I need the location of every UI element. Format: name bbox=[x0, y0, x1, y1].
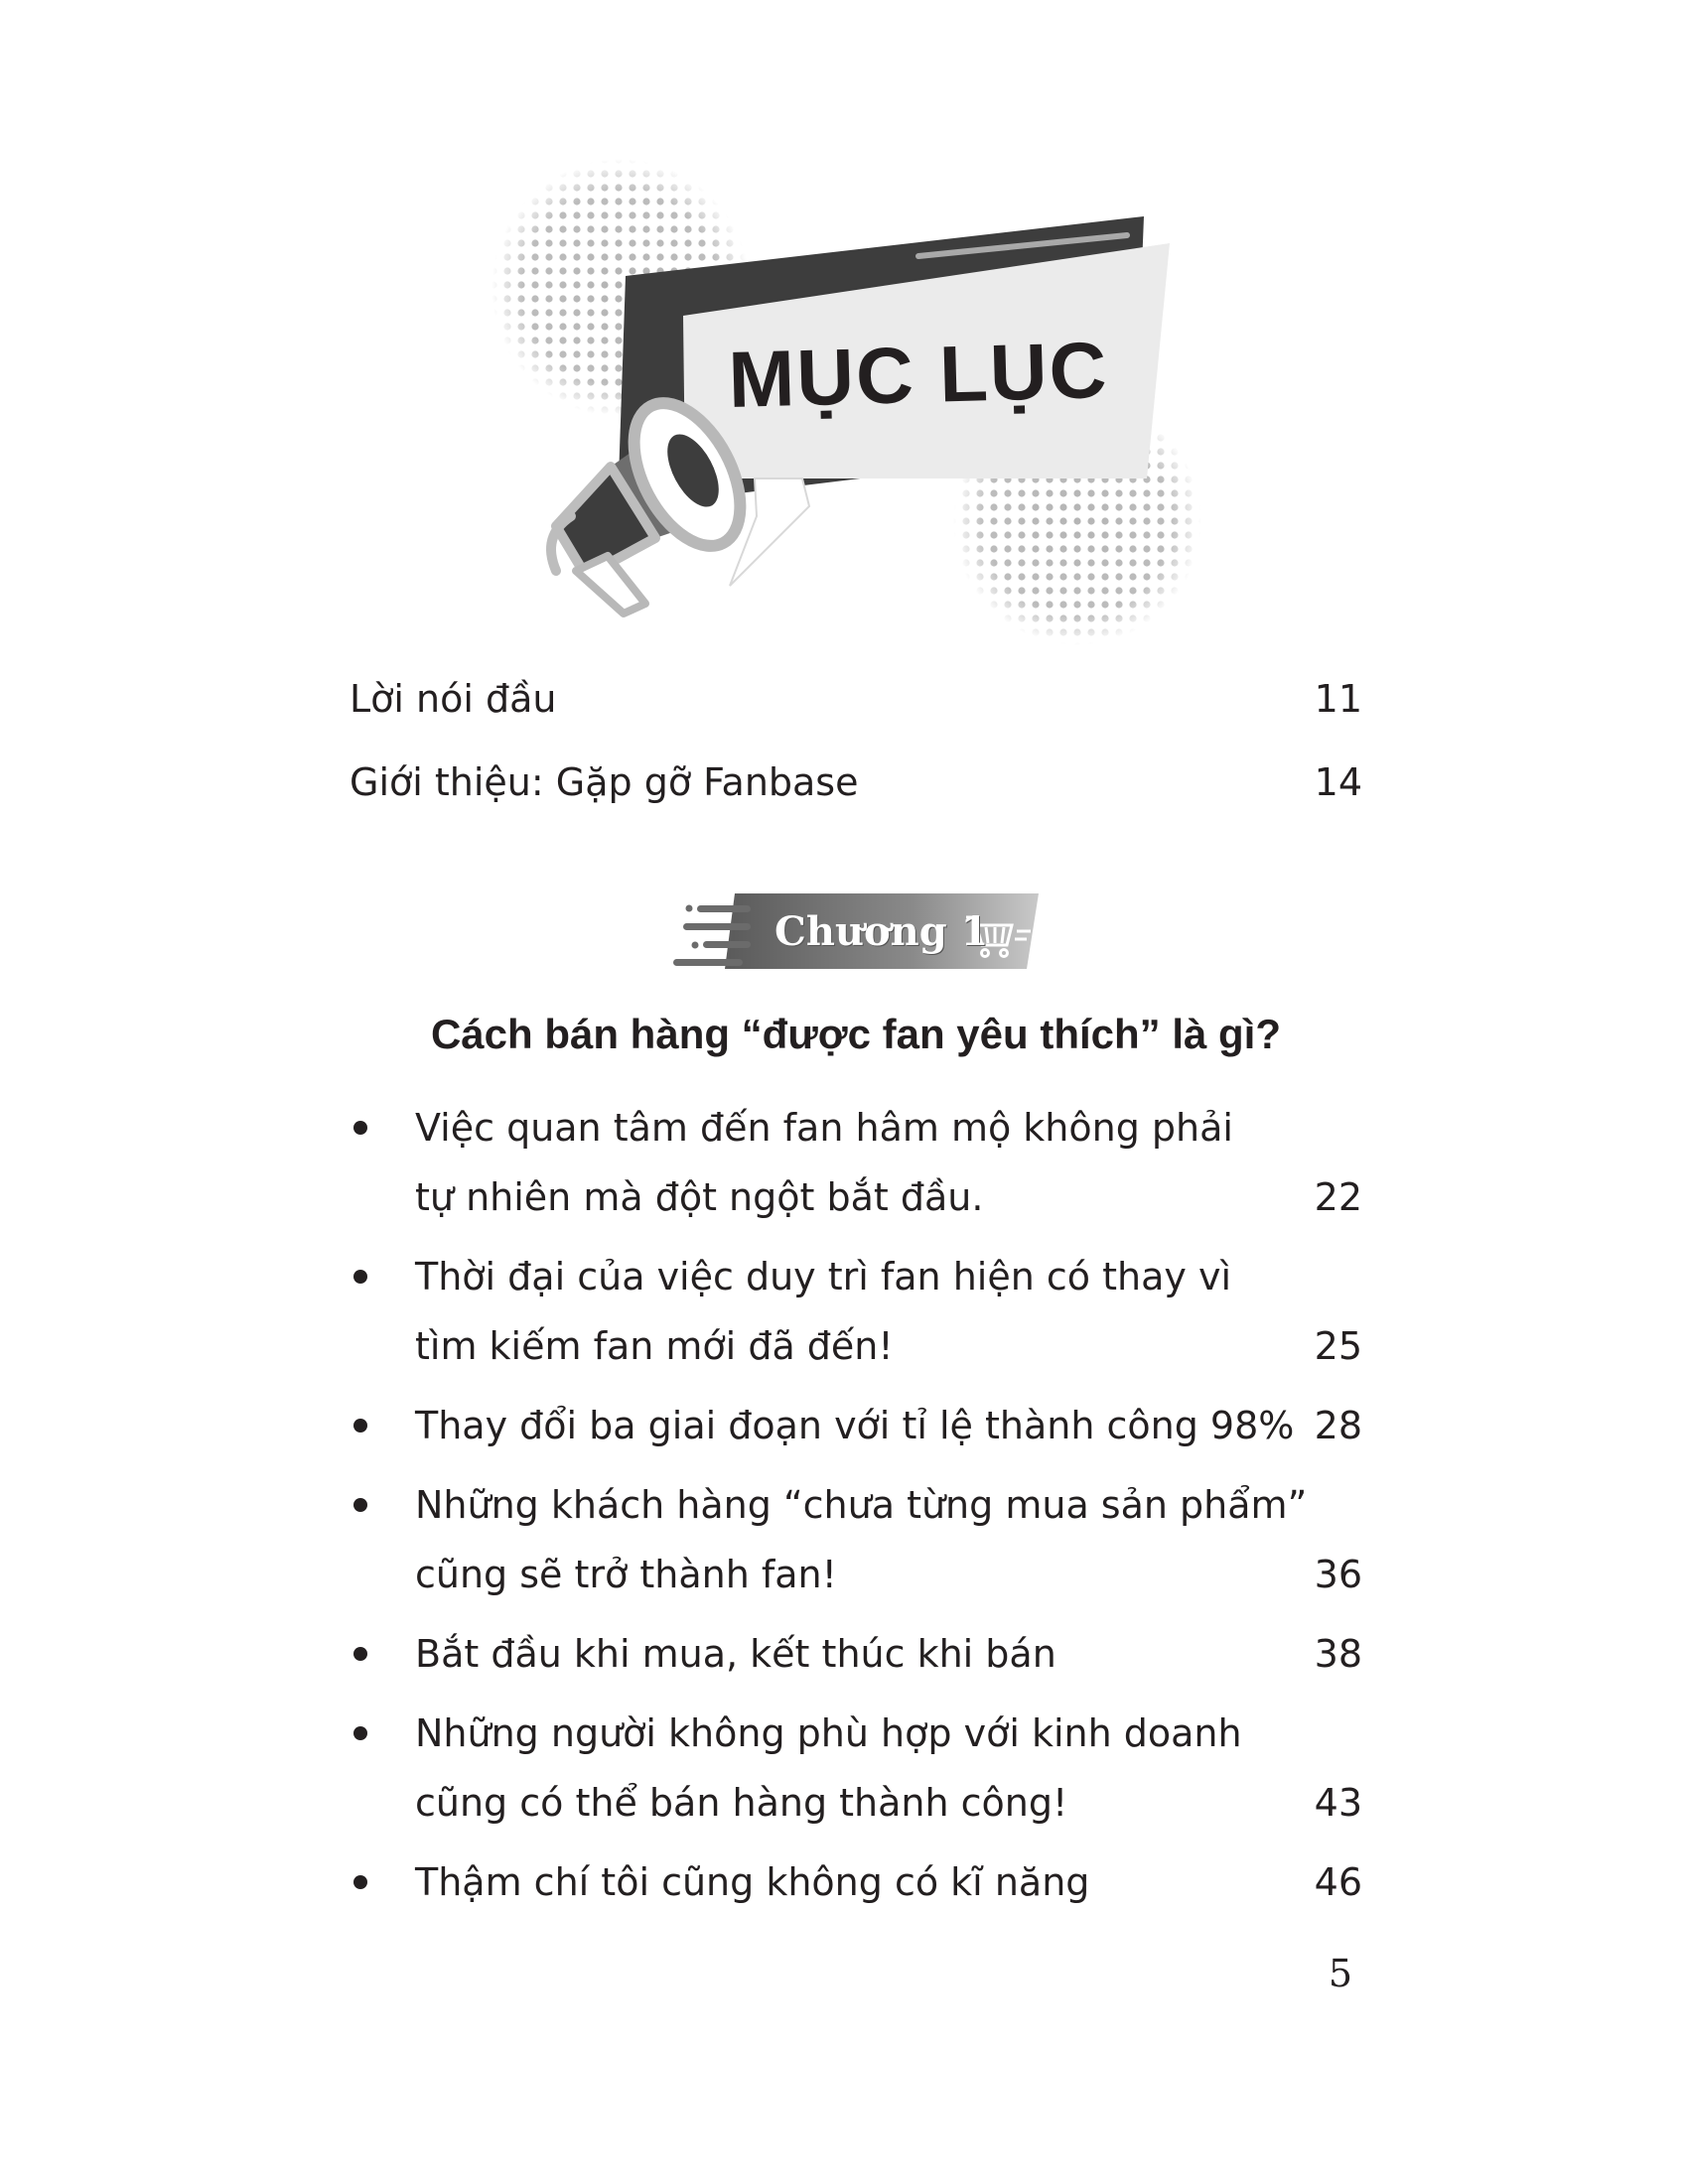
entry-line: Thời đại của việc duy trì fan hiện có thay vì bbox=[415, 1255, 1232, 1298]
entry-line: tìm kiếm fan mới đã đến! bbox=[415, 1324, 894, 1368]
entry-page-number: 38 bbox=[1314, 1632, 1362, 1676]
bullet-icon bbox=[353, 1121, 367, 1135]
entry-page-number: 46 bbox=[1314, 1860, 1362, 1904]
entry-page-number: 36 bbox=[1314, 1553, 1362, 1596]
entry-line: Việc quan tâm đến fan hâm mộ không phải bbox=[415, 1106, 1233, 1150]
entry-line: Bắt đầu khi mua, kết thúc khi bán bbox=[415, 1632, 1056, 1676]
toc-entry[interactable] bbox=[350, 1477, 1362, 1616]
toc-entry[interactable] bbox=[350, 1249, 1362, 1388]
entry-page-number: 43 bbox=[1314, 1781, 1362, 1825]
page-number: 5 bbox=[1328, 1952, 1352, 1995]
chapter-title: Cách bán hàng “được fan yêu thích” là gì? bbox=[430, 1011, 1282, 1057]
entry-line: Những khách hàng “chưa từng mua sản phẩm” bbox=[415, 1483, 1308, 1527]
entry-page-number: 11 bbox=[1314, 677, 1362, 721]
toc-entry[interactable] bbox=[350, 1706, 1362, 1844]
entry-line: cũng có thể bán hàng thành công! bbox=[415, 1781, 1068, 1825]
bullet-icon bbox=[353, 1726, 367, 1740]
entry-page-number: 25 bbox=[1314, 1324, 1362, 1368]
entry-line: tự nhiên mà đột ngột bắt đầu. bbox=[415, 1175, 984, 1219]
toc-entry-foreword[interactable] bbox=[350, 671, 1362, 727]
bullet-icon bbox=[353, 1498, 367, 1512]
toc-entry[interactable] bbox=[350, 1626, 1362, 1686]
toc-entry[interactable] bbox=[350, 1100, 1362, 1239]
toc-entry[interactable] bbox=[350, 1398, 1362, 1457]
entry-page-number: 14 bbox=[1314, 760, 1362, 804]
entry-line: cũng sẽ trở thành fan! bbox=[415, 1553, 837, 1596]
entry-line: Những người không phù hợp với kinh doanh bbox=[415, 1711, 1242, 1755]
toc-entry[interactable] bbox=[350, 1854, 1362, 1914]
bullet-icon bbox=[353, 1875, 367, 1889]
bullet-icon bbox=[353, 1270, 367, 1284]
entry-page-number: 28 bbox=[1314, 1404, 1362, 1447]
bullet-icon bbox=[353, 1419, 367, 1433]
chapter-label: Chương 1 bbox=[774, 908, 989, 955]
entry-line: Thay đổi ba giai đoạn với tỉ lệ thành công 98% bbox=[415, 1404, 1295, 1447]
entry-line: Thậm chí tôi cũng không có kĩ năng bbox=[415, 1860, 1090, 1904]
bullet-icon bbox=[353, 1647, 367, 1661]
entry-page-number: 22 bbox=[1314, 1175, 1362, 1219]
toc-heading: MỤC LỤC bbox=[727, 326, 1110, 424]
entry-title: Lời nói đầu bbox=[350, 677, 557, 721]
entry-title: Giới thiệu: Gặp gỡ Fanbase bbox=[350, 760, 859, 804]
toc-entry-introduction[interactable] bbox=[350, 754, 1362, 810]
